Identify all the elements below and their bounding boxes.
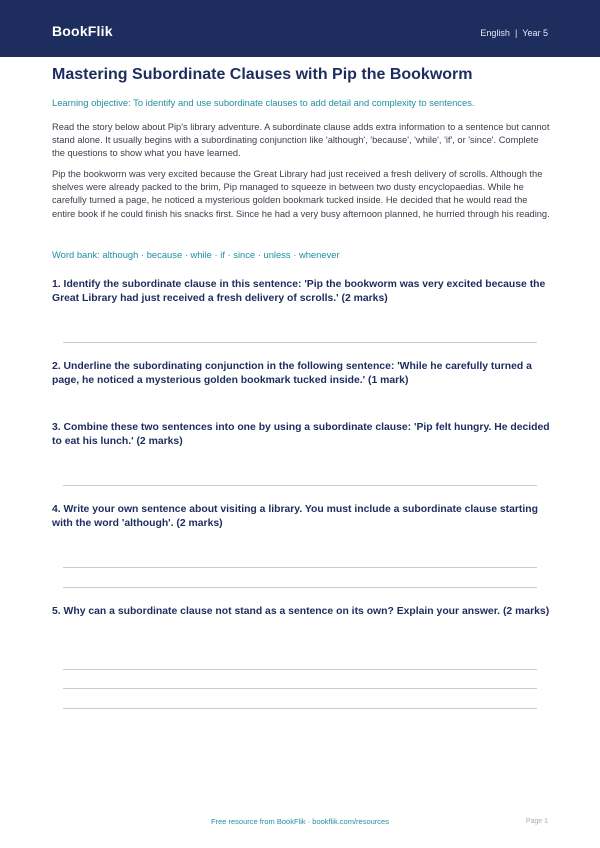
answer-line[interactable] (63, 669, 537, 670)
learning-objective: Learning objective: To identify and use subordinate clauses to add detail and complexity to sentences. (52, 97, 475, 108)
page-header (0, 0, 600, 57)
page-title: Mastering Subordinate Clauses with Pip the Bookworm (52, 66, 473, 83)
meta-separator: | (514, 28, 518, 38)
story-paragraph: Pip the bookworm was very excited because the Great Library had just received a fresh delivery of scrolls. Although the shelves were already packed to the brim, Pip managed to squeeze in between two dusty encyclopaedias. While he carefully turned a page, he noticed a mysterious golden bookmark tucked inside. He decided that he would read the entire book if he could finish his snacks first. Since he had a very busy afternoon planned, he hurried through his reading. (52, 169, 550, 219)
word-bank-word: whenever (298, 249, 340, 260)
word-bank-word: because · (147, 249, 191, 260)
question-3: 3. Combine these two sentences into one by using a subordinate clause: 'Pip felt hungry. He decided to eat his lunch.' (2 marks) (52, 422, 550, 448)
page-number: Page 1 (525, 818, 548, 825)
year-label: Year 5 (522, 28, 548, 38)
question-4: 4. Write your own sentence about visiting a library. You must include a subordinate clause starting with the word 'although'. (2 marks) (52, 504, 538, 530)
question-2: 2. Underline the subordinating conjunction in the following sentence: 'While he carefully turned a page, he noticed a mysterious golden bookmark tucked inside.' (1 mark) (52, 361, 532, 387)
question-5: 5. Why can a subordinate clause not stand as a sentence on its own? Explain your answer. (2 marks) (52, 606, 550, 617)
word-bank-word: unless · (264, 249, 299, 260)
subject-year-meta (480, 28, 548, 38)
word-bank (52, 249, 340, 260)
subject-label: English (480, 28, 510, 38)
brand-logo[interactable]: BookFlik (52, 23, 113, 39)
word-bank-word: since · (233, 249, 263, 260)
intro-paragraph: Read the story below about Pip's library adventure. A subordinate clause adds extra information to a sentence but cannot stand alone. It usually begins with a subordinating conjunction like 'although', 'because', 'while', 'if', or 'since'. Complete the questions to show what you have learned. (52, 122, 550, 159)
word-bank-word: although · (102, 249, 146, 260)
footer-resource-link[interactable]: Free resource from BookFlik · bookflik.com/resources (211, 817, 389, 826)
word-bank-list (102, 249, 339, 260)
answer-line[interactable] (63, 708, 537, 709)
answer-line[interactable] (63, 342, 537, 343)
answer-line[interactable] (63, 567, 537, 568)
word-bank-label: Word bank: (52, 249, 100, 260)
question-1: 1. Identify the subordinate clause in this sentence: 'Pip the bookworm was very excited because the Great Library had just received a fresh delivery of scrolls.' (2 marks) (52, 279, 546, 305)
word-bank-word: if · (220, 249, 233, 260)
answer-line[interactable] (63, 485, 537, 486)
answer-line[interactable] (63, 587, 537, 588)
answer-line[interactable] (63, 688, 537, 689)
word-bank-word: while · (191, 249, 221, 260)
